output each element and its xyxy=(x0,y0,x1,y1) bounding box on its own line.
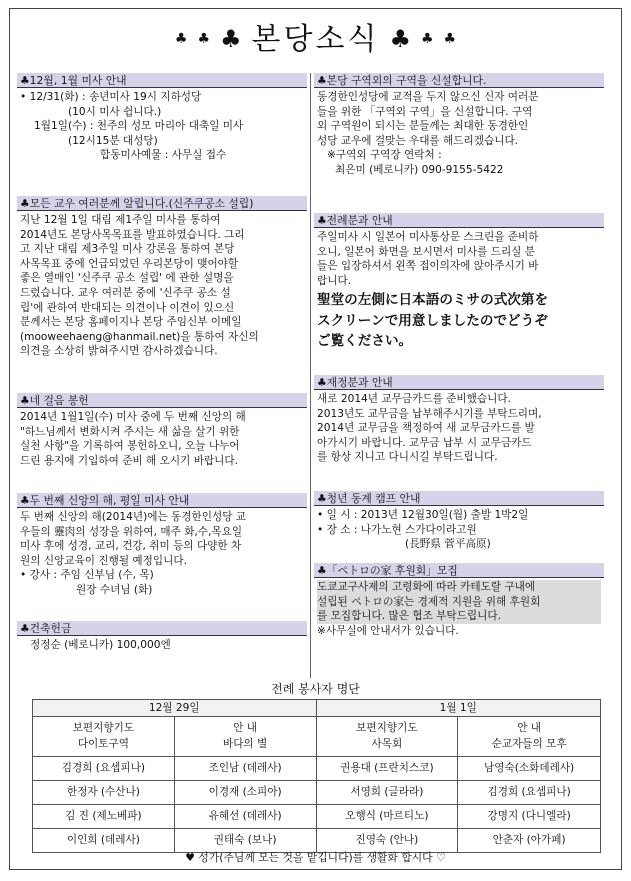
section-heading: ♣네 걸음 봉헌 xyxy=(17,393,307,408)
header-group: 사목회 xyxy=(371,737,403,750)
header-group: 순교자들의 모후 xyxy=(491,737,567,750)
text-line: • 12/31(화) : 송년미사 19시 지하성당 xyxy=(20,91,202,103)
text-line: (10시 미사 쉽니다.) xyxy=(68,105,162,118)
section-heading: ♣청년 동계 캠프 안내 xyxy=(314,491,604,506)
text-line: ※구역외 구역장 연락처 : xyxy=(327,149,442,162)
text-line: 동경한인성당에 교적을 두지 않으신 신자 여러분 xyxy=(317,91,539,103)
text-line: 2014년 교무금을 책정하여 새 교무금카드를 발 xyxy=(317,422,535,435)
table-row xyxy=(33,829,601,853)
section-notice xyxy=(17,196,307,359)
section-body xyxy=(17,508,307,598)
text-line: 랍니다. xyxy=(317,274,352,287)
section-heading: ♣전례분과 안내 xyxy=(314,213,604,228)
text-line: 2013년도 교무금을 납부해주시기를 부탁드리며, xyxy=(317,407,542,420)
section-heading: ♣재정분과 안내 xyxy=(314,375,604,390)
header-cell xyxy=(174,717,316,757)
table-cell: 강명지 (다니엘라) xyxy=(458,805,601,829)
table-cell: 오행식 (마르티노) xyxy=(316,805,458,829)
text-line: 미사 후에 성경, 교리, 건강, 취미 등의 다양한 차 xyxy=(20,540,242,553)
section-heading: ♣12월, 1월 미사 안내 xyxy=(17,73,307,88)
section-body xyxy=(314,228,604,352)
section-camp xyxy=(314,491,604,552)
jp-line: 聖堂の左側に日本語のミサの式次第を xyxy=(317,292,549,309)
text-line: 설립된 ペトロの家는 경제적 지원을 위해 후원회 xyxy=(317,595,601,610)
section-heading: ♣모든 교우 여러분께 알립니다.(신주쿠공소 설립) xyxy=(17,196,307,211)
contact-line: 최은미 (베로니카) 090-9155-5422 xyxy=(335,164,504,177)
text-line: 아가시기 바랍니다. 교무금 납부 시 교무금카드 xyxy=(317,436,532,449)
text-line: 드린 용지에 기입하여 준비 해 오시기 바랍니다. xyxy=(20,454,239,467)
section-body xyxy=(314,88,604,178)
section-body xyxy=(17,211,307,359)
header-role: 안 내 xyxy=(517,721,542,734)
table-row xyxy=(33,757,601,781)
page-title: 본당소식 xyxy=(251,22,380,58)
section-heading: ♣두 번째 신앙의 해, 평일 미사 안내 xyxy=(17,493,307,508)
date-cell: 12월 29일 xyxy=(33,700,317,717)
table-cell: 유혜선 (데레사) xyxy=(174,805,316,829)
roster-date-row xyxy=(33,700,601,717)
table-row xyxy=(33,781,601,805)
text-line: 1월1일(수) : 천주의 성모 마리아 대축일 미사 xyxy=(34,120,244,133)
text-line: 의견을 소상히 밝혀주시면 감사하겠습니다. xyxy=(20,345,218,358)
club-suit-icon: ♣ xyxy=(174,31,188,48)
text-line: (12시15분 대성당) xyxy=(68,134,158,147)
header-role: 안 내 xyxy=(233,721,258,734)
text-line: 분께서는 본당 홈페이지나 본당 주임신부 이메일 xyxy=(20,316,242,329)
text-line: 원장 수녀님 (화) xyxy=(76,584,153,597)
text-line: 성당 교우에 걸맞는 우대를 해드리겠습니다. xyxy=(317,134,519,147)
text-line: 사목목표 중에 언급되었던 우리본당이 맺어야할 xyxy=(20,257,239,270)
text-line: • 강사 : 주임 신부님 (수, 목) xyxy=(20,569,154,582)
header-role: 보편지향기도 xyxy=(356,721,418,734)
text-line: 를 모집합니다. 많은 협조 부탁드립니다. xyxy=(317,609,601,624)
column-divider xyxy=(310,73,311,678)
text-line: 드렸습니다. 교우 여러분 중에 '신주쿠 공소 설 xyxy=(20,287,231,300)
section-finance xyxy=(314,375,604,465)
section-donation xyxy=(17,621,307,653)
text-line: 좋은 열매인 '신주쿠 공소 설립' 에 관한 설명을 xyxy=(20,272,234,285)
section-heading: ♣건축헌금 xyxy=(17,621,307,636)
section-body xyxy=(314,390,604,465)
table-cell: 김경희 (요셉피나) xyxy=(33,757,175,781)
text-line: 2014년도 본당사목목표를 발표하였습니다. 그리 xyxy=(20,228,245,241)
section-heading: ♣본당 구역외의 구역을 신설합니다. xyxy=(314,73,604,88)
table-cell: 권태숙 (보나) xyxy=(174,829,316,853)
table-cell: 서영희 (글라라) xyxy=(316,781,458,805)
table-cell: 김경희 (요셉피나) xyxy=(458,781,601,805)
table-cell: 이경재 (소피아) xyxy=(174,781,316,805)
header-cell xyxy=(316,717,458,757)
footer-slogan: ♥ 성가(주님께 모든 것을 맡깁니다)를 생활화 합시다 ♡ xyxy=(185,851,446,864)
section-faith-year xyxy=(17,493,307,598)
date-cell: 1월 1일 xyxy=(316,700,601,717)
text-line: 지난 12월 1일 대림 제1주일 미사를 통하여 xyxy=(20,214,221,226)
club-suit-icon: ♣ xyxy=(220,25,242,54)
bulletin-page xyxy=(9,8,622,870)
section-four-steps xyxy=(17,393,307,468)
text-line: 주일미사 시 일본어 미사통상문 스크린을 준비하 xyxy=(317,231,539,243)
japanese-notice xyxy=(317,290,601,351)
text-line: 우들의 靈肉의 성장을 위하여, 매주 화,수,목요일 xyxy=(20,525,243,538)
text-line: 두 번째 신앙의 해(2014년)에는 동경한인성당 교 xyxy=(20,511,247,523)
bulletin-title xyxy=(10,15,621,65)
text-line: ※사무실에 안내서가 있습니다. xyxy=(317,624,459,637)
club-suit-icon: ♣ xyxy=(389,25,411,54)
text-line: 를 항상 지니고 다니시길 부탁드립니다. xyxy=(317,451,498,464)
email-line: (mooweehaeng@hanmail.net)을 통하여 자신의 xyxy=(20,330,259,343)
table-cell: 남영숙(소화데레사) xyxy=(458,757,601,781)
donation-line: 정정순 (베로니카) 100,000엔 xyxy=(30,639,171,651)
header-role: 보편지향기도 xyxy=(72,721,135,734)
table-cell: 진영숙 (안나) xyxy=(316,829,458,853)
text-line: 원의 신앙교육이 진행될 예정입니다. xyxy=(20,554,187,567)
text-line: • 장 소 : 나가노현 스가다이라고원 xyxy=(317,523,477,536)
section-peter-house xyxy=(314,563,604,638)
table-cell: 이인희 (데레사) xyxy=(33,829,175,853)
text-line: 실천 사항"을 기록하여 봉헌하오니, 오늘 나누어 xyxy=(20,440,240,453)
club-suit-icon: ♣ xyxy=(197,31,211,48)
text-line: 오니, 일본어 화면을 보시면서 미사를 드리실 분 xyxy=(317,245,536,258)
text-line: 합동미사예물 : 사무실 접수 xyxy=(100,149,227,162)
section-body xyxy=(17,88,307,163)
text-line: • 일 시 : 2013년 12월30일(월) 출발 1박2일 xyxy=(317,509,529,521)
section-mass xyxy=(17,73,307,163)
section-district xyxy=(314,73,604,178)
jp-line: ご覧ください。 xyxy=(317,333,413,350)
header-group: 다이토구역 xyxy=(77,737,129,750)
text-line: 2014년 1월1일(수) 미사 중에 두 번째 신앙의 해 xyxy=(20,411,246,423)
text-line: 외 구역원이 되시는 분들께는 최대한 동경한인 xyxy=(317,120,529,133)
roster-header-row xyxy=(33,717,601,757)
text-line: 새로 2014년 교무금카드를 준비했습니다. xyxy=(317,393,511,405)
section-body xyxy=(314,578,604,638)
table-cell: 권용대 (프란치스코) xyxy=(316,757,458,781)
table-row xyxy=(33,805,601,829)
text-line: 도쿄교구사제의 고령화에 따라 카테도랄 구내에 xyxy=(317,580,601,595)
section-body xyxy=(314,506,604,552)
section-body xyxy=(17,408,307,468)
table-cell: 조인남 (데레사) xyxy=(174,757,316,781)
roster-title: 전례 봉사자 명단 xyxy=(271,682,360,696)
club-suit-icon: ♣ xyxy=(420,31,434,48)
section-body xyxy=(17,636,307,653)
jp-line: スクリーンで用意しましたのでどうぞ xyxy=(317,312,548,329)
header-cell xyxy=(33,717,175,757)
section-heading: ♣「ペトロの家 후원회」모집 xyxy=(314,563,604,578)
text-line: 립'에 관하여 반대되는 의견이나 이견이 있으신 xyxy=(20,301,235,314)
text-line: 들은 입장하셔서 왼쪽 접이의자에 앉아주시기 바 xyxy=(317,260,539,273)
text-line: 들을 위한 「구역외 구역」을 신설합니다. 구역 xyxy=(317,105,533,118)
table-cell: 한정자 (수산나) xyxy=(33,781,175,805)
header-group: 바다의 별 xyxy=(222,737,268,750)
club-suit-icon: ♣ xyxy=(443,31,457,48)
text-line: (長野県 菅平高原) xyxy=(405,538,491,551)
text-line: "하느님께서 변화시켜 주시는 새 삶을 살기 위한 xyxy=(20,425,240,438)
header-cell xyxy=(458,717,601,757)
roster-table xyxy=(32,699,601,853)
section-liturgy xyxy=(314,213,604,352)
table-cell: 안춘자 (아가페) xyxy=(458,829,601,853)
table-cell: 김 진 (제노베파) xyxy=(33,805,175,829)
text-line: 고 지난 대림 제3주일 미사 강론을 통하여 본당 xyxy=(20,243,235,256)
